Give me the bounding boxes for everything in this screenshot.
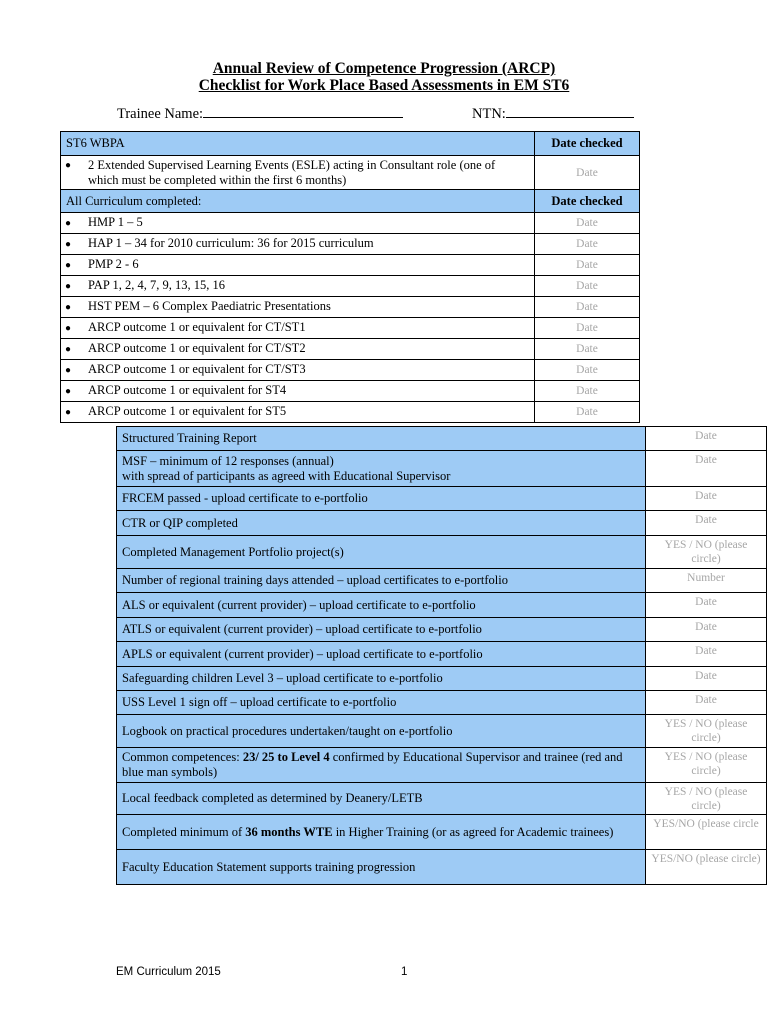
esle-item: [61, 156, 535, 190]
bullet-icon: ●: [65, 239, 72, 250]
requirement-label: FRCEM passed - upload certificate to e-portfolio: [122, 491, 368, 505]
table-row: [117, 451, 767, 487]
table-row: [61, 255, 640, 276]
bullet-icon: ●: [65, 218, 72, 229]
requirement-item: [117, 536, 646, 569]
value-cell[interactable]: Date: [646, 487, 767, 511]
table-row: [117, 691, 767, 715]
table-row: [117, 815, 767, 850]
curriculum-item: [61, 276, 535, 297]
table-row: [61, 339, 640, 360]
date-checked-header: Date checked: [535, 132, 640, 156]
requirement-item: [117, 715, 646, 748]
date-cell[interactable]: Date: [535, 213, 640, 234]
date-cell[interactable]: Date: [535, 402, 640, 423]
date-cell[interactable]: Date: [535, 234, 640, 255]
curriculum-item-label: ARCP outcome 1 or equivalent for ST4: [88, 383, 287, 397]
bullet-icon: ●: [65, 323, 72, 334]
requirement-label: ALS or equivalent (current provider) – upload certificate to e-portfolio: [122, 597, 476, 612]
table-row: [117, 783, 767, 815]
requirement-label: Completed Management Portfolio project(s): [122, 544, 344, 559]
value-cell[interactable]: YES/NO (please circle): [646, 850, 767, 885]
table-row: [117, 569, 767, 593]
table-row: [117, 642, 767, 667]
requirement-item: [117, 748, 646, 783]
title-line-2: Checklist for Work Place Based Assessments in EM ST6: [198, 77, 570, 94]
esle-line-1: 2 Extended Supervised Learning Events (ESLE) acting in Consultant role (one of: [88, 157, 496, 172]
value-cell[interactable]: Date: [646, 618, 767, 642]
requirement-item: [117, 451, 646, 487]
value-cell[interactable]: Date: [646, 667, 767, 691]
table-row: [61, 318, 640, 339]
table-row: [61, 156, 640, 190]
ntn-line: [506, 103, 634, 118]
date-cell[interactable]: Date: [535, 339, 640, 360]
table-row: [117, 536, 767, 569]
value-cell[interactable]: YES / NO (please circle): [646, 536, 767, 569]
requirement-label-line-2: with spread of participants as agreed with Educational Supervisor: [122, 468, 451, 483]
bullet-icon: ●: [65, 344, 72, 355]
requirement-item: [117, 642, 646, 667]
curriculum-item: [61, 402, 535, 423]
curriculum-item: [61, 234, 535, 255]
curriculum-item-label: PMP 2 - 6: [88, 257, 139, 271]
date-cell[interactable]: Date: [535, 360, 640, 381]
curriculum-item-label: ARCP outcome 1 or equivalent for CT/ST1: [88, 320, 306, 334]
esle-line-2: which must be completed within the first 6 months): [88, 172, 347, 187]
date-checked-header: Date checked: [535, 190, 640, 213]
curriculum-item-label: PAP 1, 2, 4, 7, 9, 13, 15, 16: [88, 278, 225, 292]
table-row: [61, 213, 640, 234]
requirement-label: Safeguarding children Level 3 – upload certificate to e-portfolio: [122, 671, 443, 685]
table-row: [117, 618, 767, 642]
requirement-item: [117, 487, 646, 511]
section-header-st6-wbpa: ST6 WBPA: [61, 132, 535, 156]
table-row: [117, 667, 767, 691]
requirement-label: Number of regional training days attended – upload certificates to e-portfolio: [122, 573, 508, 587]
bullet-icon: ●: [65, 407, 72, 418]
bullet-icon: ●: [65, 281, 72, 292]
curriculum-item-label: HST PEM – 6 Complex Paediatric Presentations: [88, 299, 331, 313]
title-line-1: Annual Review of Competence Progression (ARCP): [212, 60, 556, 77]
table-row: [117, 748, 767, 783]
curriculum-item-label: ARCP outcome 1 or equivalent for CT/ST3: [88, 362, 306, 376]
date-cell[interactable]: Date: [535, 318, 640, 339]
requirements-table: [116, 426, 767, 885]
bullet-icon: ●: [65, 159, 72, 171]
date-cell[interactable]: Date: [535, 255, 640, 276]
requirement-label-bold: 23/ 25 to Level 4: [242, 750, 330, 764]
requirement-item: [117, 691, 646, 715]
date-cell[interactable]: Date: [535, 381, 640, 402]
requirement-item: [117, 593, 646, 618]
requirement-label: CTR or QIP completed: [122, 515, 238, 530]
table-row: [117, 511, 767, 536]
table-row: [117, 593, 767, 618]
value-cell[interactable]: Number: [646, 569, 767, 593]
requirement-label-part: Completed minimum of: [122, 824, 246, 839]
requirement-label: Faculty Education Statement supports training progression: [122, 859, 416, 874]
requirement-label: ATLS or equivalent (current provider) – upload certificate to e-portfolio: [122, 622, 482, 636]
curriculum-item-label: HAP 1 – 34 for 2010 curriculum: 36 for 2015 curriculum: [88, 236, 374, 250]
value-cell[interactable]: Date: [646, 511, 767, 536]
requirement-item: [117, 569, 646, 593]
curriculum-item: [61, 318, 535, 339]
value-cell[interactable]: Date: [646, 642, 767, 667]
ntn-field[interactable]: [472, 103, 634, 123]
date-cell[interactable]: Date: [535, 276, 640, 297]
table-row: [61, 381, 640, 402]
value-cell[interactable]: Date: [646, 691, 767, 715]
curriculum-item-label: ARCP outcome 1 or equivalent for CT/ST2: [88, 341, 306, 355]
requirement-item: [117, 511, 646, 536]
page-number: 1: [401, 966, 408, 978]
requirement-label-line-1: MSF – minimum of 12 responses (annual): [122, 453, 334, 468]
trainee-name-label: Trainee Name:: [117, 106, 204, 122]
footer-curriculum: EM Curriculum 2015: [116, 966, 221, 978]
requirement-label: APLS or equivalent (current provider) – upload certificate to e-portfolio: [122, 646, 483, 661]
value-cell[interactable]: Date: [646, 593, 767, 618]
curriculum-item: [61, 255, 535, 276]
table-row: [61, 402, 640, 423]
requirement-label: Structured Training Report: [122, 431, 257, 445]
table-row: [61, 297, 640, 318]
curriculum-item: [61, 297, 535, 318]
curriculum-item: [61, 360, 535, 381]
requirement-label-bold: 36 months WTE: [245, 824, 333, 839]
table-row: [61, 360, 640, 381]
date-cell[interactable]: Date: [535, 156, 640, 190]
section-header-curriculum: All Curriculum completed:: [61, 190, 535, 213]
value-cell[interactable]: YES/NO (please circle: [646, 815, 767, 850]
requirement-label-part: Common competences:: [122, 750, 243, 764]
requirement-item: [117, 783, 646, 815]
requirement-label: Logbook on practical procedures undertaken/taught on e-portfolio: [122, 723, 453, 738]
curriculum-item-label: HMP 1 – 5: [88, 215, 143, 229]
requirement-item: [117, 618, 646, 642]
requirement-item: [117, 815, 646, 850]
curriculum-item: [61, 339, 535, 360]
date-cell[interactable]: Date: [535, 297, 640, 318]
table-row: [61, 234, 640, 255]
value-cell[interactable]: Date: [646, 427, 767, 451]
table-row: [117, 427, 767, 451]
st6-wbpa-table: [60, 131, 640, 423]
value-cell[interactable]: YES / NO (please circle): [646, 715, 767, 748]
requirement-label: Local feedback completed as determined by Deanery/LETB: [122, 791, 423, 805]
value-cell[interactable]: Date: [646, 451, 767, 487]
bullet-icon: ●: [65, 365, 72, 376]
table-row: [117, 850, 767, 885]
value-cell[interactable]: YES / NO (please circle): [646, 783, 767, 815]
bullet-icon: ●: [65, 386, 72, 397]
requirement-item: [117, 427, 646, 451]
requirement-label-part: confirmed by Educational Supervisor and trainee (red and blue man symbols): [122, 750, 623, 779]
requirement-label-part: in Higher Training (or as agreed for Academic trainees): [332, 824, 614, 839]
value-cell[interactable]: YES / NO (please circle): [646, 748, 767, 783]
curriculum-item: [61, 213, 535, 234]
requirement-label: USS Level 1 sign off – upload certificate to e-portfolio: [122, 695, 397, 709]
trainee-name-field[interactable]: [117, 103, 403, 123]
curriculum-item: [61, 381, 535, 402]
curriculum-item-label: ARCP outcome 1 or equivalent for ST5: [88, 404, 287, 418]
requirement-item: [117, 667, 646, 691]
bullet-icon: ●: [65, 302, 72, 313]
bullet-icon: ●: [65, 260, 72, 271]
requirement-item: [117, 850, 646, 885]
table-row: [117, 715, 767, 748]
ntn-label: NTN:: [472, 106, 506, 122]
trainee-name-line: [203, 103, 403, 118]
table-row: [117, 487, 767, 511]
table-row: [61, 276, 640, 297]
